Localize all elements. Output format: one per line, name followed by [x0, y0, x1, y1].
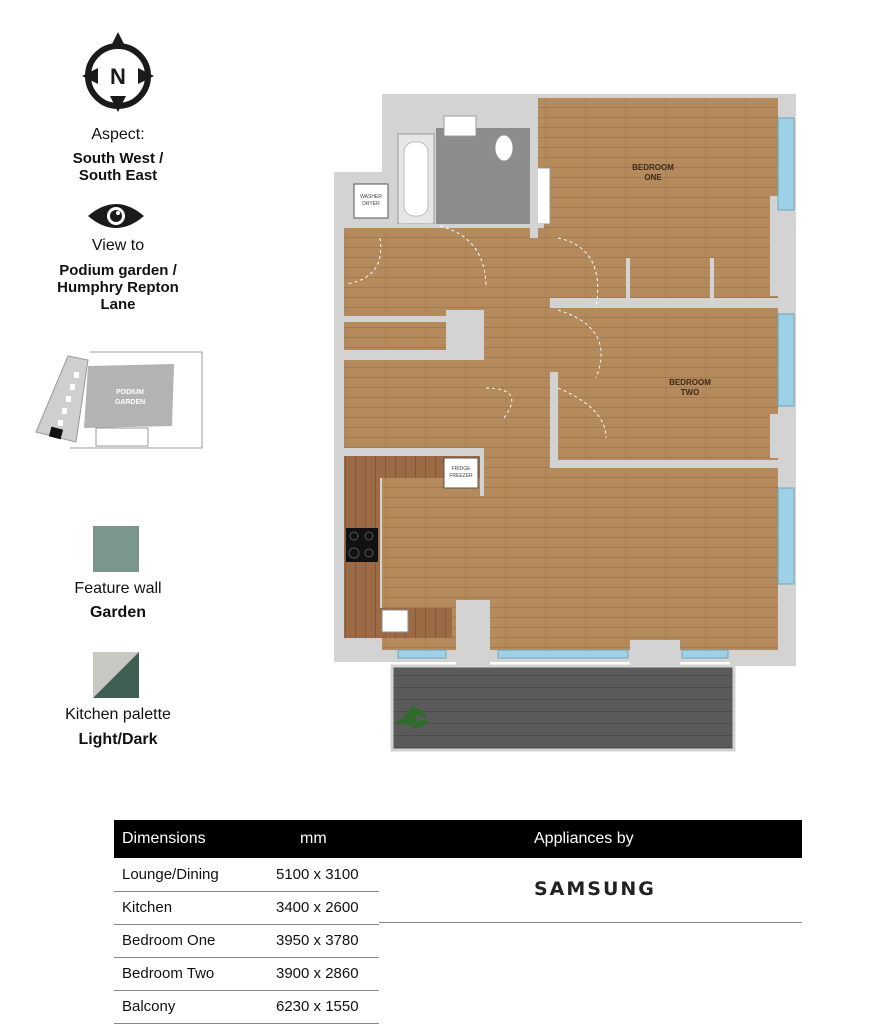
- view-label: View to: [91, 237, 145, 254]
- room-size: 6230 x 1550: [276, 998, 359, 1015]
- aspect-value-line2: South East: [78, 167, 158, 184]
- header-mm: mm: [300, 830, 327, 847]
- room-size: 3900 x 2860: [276, 965, 359, 982]
- room-name: Bedroom Two: [122, 965, 215, 982]
- table-header: [114, 820, 802, 858]
- bedroom-two-label-line1: BEDROOM: [669, 378, 711, 387]
- kitchen-palette-value: Light/Dark: [78, 731, 158, 748]
- window-balcony-right: [682, 650, 728, 658]
- table-row: [114, 858, 379, 892]
- feature-wall-label: Feature wall: [74, 580, 162, 597]
- aspect-value: [48, 150, 188, 184]
- table-divider: [379, 922, 802, 923]
- room-name: Bedroom One: [122, 932, 216, 949]
- view-value-line2: Humphry Repton: [57, 279, 179, 296]
- table-row: [114, 990, 379, 1024]
- window-bedroom-one: [778, 118, 794, 210]
- feature-wall-swatch: [93, 526, 139, 572]
- room-size: 5100 x 3100: [276, 866, 359, 883]
- fridge-label-line2: FREEZER: [449, 473, 473, 479]
- window-balcony-left: [398, 650, 446, 658]
- balcony-floor: [392, 666, 734, 750]
- keyplan-label-line1: PODIUM: [116, 389, 144, 396]
- appliance-brand-logo: SAMSUNG: [534, 878, 656, 900]
- table-row: [114, 924, 379, 958]
- north-compass-icon: [78, 32, 158, 112]
- floor-plan: [326, 88, 804, 752]
- washer-label-line1: WASHER: [360, 194, 382, 200]
- header-dimensions: Dimensions: [122, 830, 206, 847]
- window-bedroom-two: [778, 314, 794, 406]
- window-lounge: [778, 488, 794, 584]
- room-size: 3950 x 3780: [276, 932, 359, 949]
- washer-label-line2: DRYER: [362, 201, 380, 207]
- view-value: [38, 262, 198, 313]
- room-name: Lounge/Dining: [122, 866, 219, 883]
- room-name: Balcony: [122, 998, 176, 1015]
- aspect-value-line1: South West /: [72, 150, 164, 167]
- aspect-label: Aspect:: [91, 126, 145, 143]
- bedroom-one-label-line2: ONE: [644, 173, 662, 182]
- room-size: 3400 x 2600: [276, 899, 359, 916]
- key-plan: [30, 350, 206, 450]
- view-value-line1: Podium garden /: [59, 262, 177, 279]
- bedroom-one-label-line1: BEDROOM: [632, 163, 674, 172]
- room-name: Kitchen: [122, 899, 173, 916]
- bedroom-two-floor: [556, 310, 778, 460]
- header-appliances: Appliances by: [534, 830, 634, 847]
- fridge-label-line1: FRIDGE: [451, 466, 471, 472]
- keyplan-label-line2: GARDEN: [114, 399, 146, 406]
- compass-letter: N: [110, 64, 126, 89]
- view-value-line3: Lane: [100, 296, 136, 313]
- kitchen-palette-label: Kitchen palette: [65, 706, 171, 723]
- table-row: [114, 891, 379, 925]
- kitchen-palette-swatch: [93, 652, 139, 698]
- feature-wall-value: Garden: [89, 604, 146, 621]
- eye-icon: [86, 200, 146, 232]
- table-row: [114, 957, 379, 991]
- window-balcony-center: [498, 650, 628, 658]
- bedroom-two-label-line2: TWO: [680, 388, 700, 397]
